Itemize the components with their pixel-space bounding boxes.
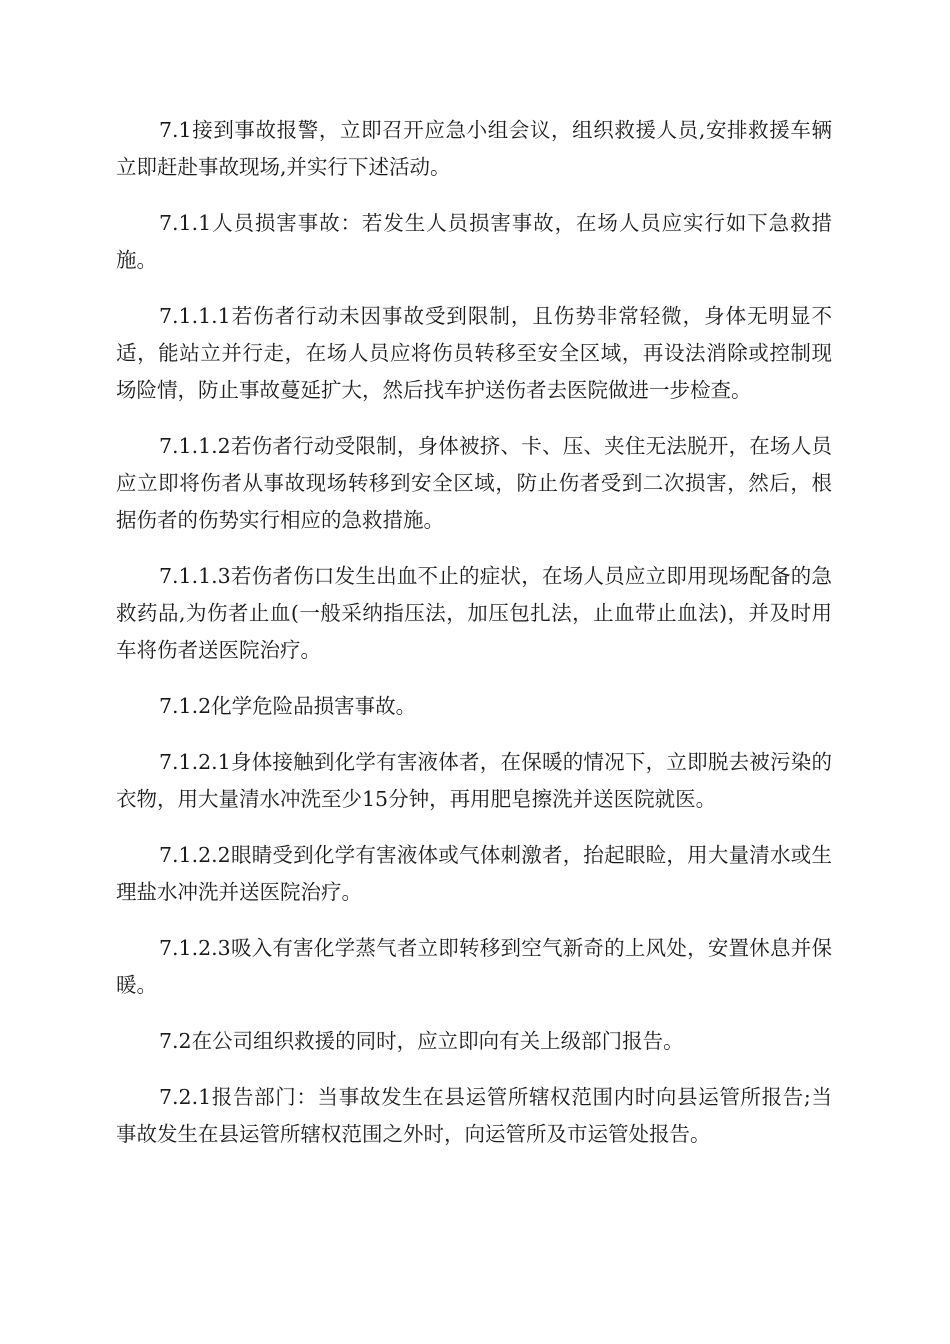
paragraph-7-2: 7.2在公司组织救援的同时，应立即向有关上级部门报告。 [159, 1029, 684, 1053]
paragraph-7-1-1-2: 7.1.1.2若伤者行动受限制，身体被挤、卡、压、夹住无法脱开，在场人员应立即将伤者从事故现场转移到安全区域，防止伤者受到二次损害，然后，根据伤者的伤势实行相应的急救措施。 [116, 434, 832, 532]
paragraph-7-1: 7.1接到事故报警，立即召开应急小组会议，组织救援人员,安排救援车辆立即赶赴事故现场,并实行下述活动。 [116, 118, 832, 179]
paragraph-7-1-1-3: 7.1.1.3若伤者伤口发生出血不止的症状，在场人员应立即用现场配备的急救药品,为伤者止血(一般采纳指压法，加压包扎法，止血带止血法)，并及时用车将伤者送医院治疗。 [116, 564, 832, 662]
paragraph-7-1-2-1: 7.1.2.1身体接触到化学有害液体者，在保暖的情况下，立即脱去被污染的衣物，用大量清水冲洗至少15分钟，再用肥皂擦洗并送医院就医。 [116, 750, 832, 811]
paragraph-7-1-1-1: 7.1.1.1若伤者行动未因事故受到限制，且伤势非常轻微，身体无明显不适，能站立并行走，在场人员应将伤员转移至安全区域，再设法消除或控制现场险情，防止事故蔓延扩大，然后找车护送伤者去医院做进一步检查。 [116, 304, 832, 402]
paragraph-7-1-1: 7.1.1人员损害事故：若发生人员损害事故，在场人员应实行如下急救措施。 [116, 211, 832, 272]
document-body [116, 112, 832, 1172]
paragraph-7-1-2-2: 7.1.2.2眼睛受到化学有害液体或气体刺激者，抬起眼睑，用大量清水或生理盐水冲洗并送医院治疗。 [116, 843, 832, 904]
paragraph-7-1-2: 7.1.2化学危险品损害事故。 [159, 694, 417, 718]
paragraph-7-2-1: 7.2.1报告部门：当事故发生在县运管所辖权范围内时向县运管所报告;当事故发生在县运管所辖权范围之外时，向运管所及市运管处报告。 [116, 1085, 832, 1146]
paragraph-7-1-2-3: 7.1.2.3吸入有害化学蒸气者立即转移到空气新奇的上风处，安置休息并保暖。 [116, 936, 832, 997]
